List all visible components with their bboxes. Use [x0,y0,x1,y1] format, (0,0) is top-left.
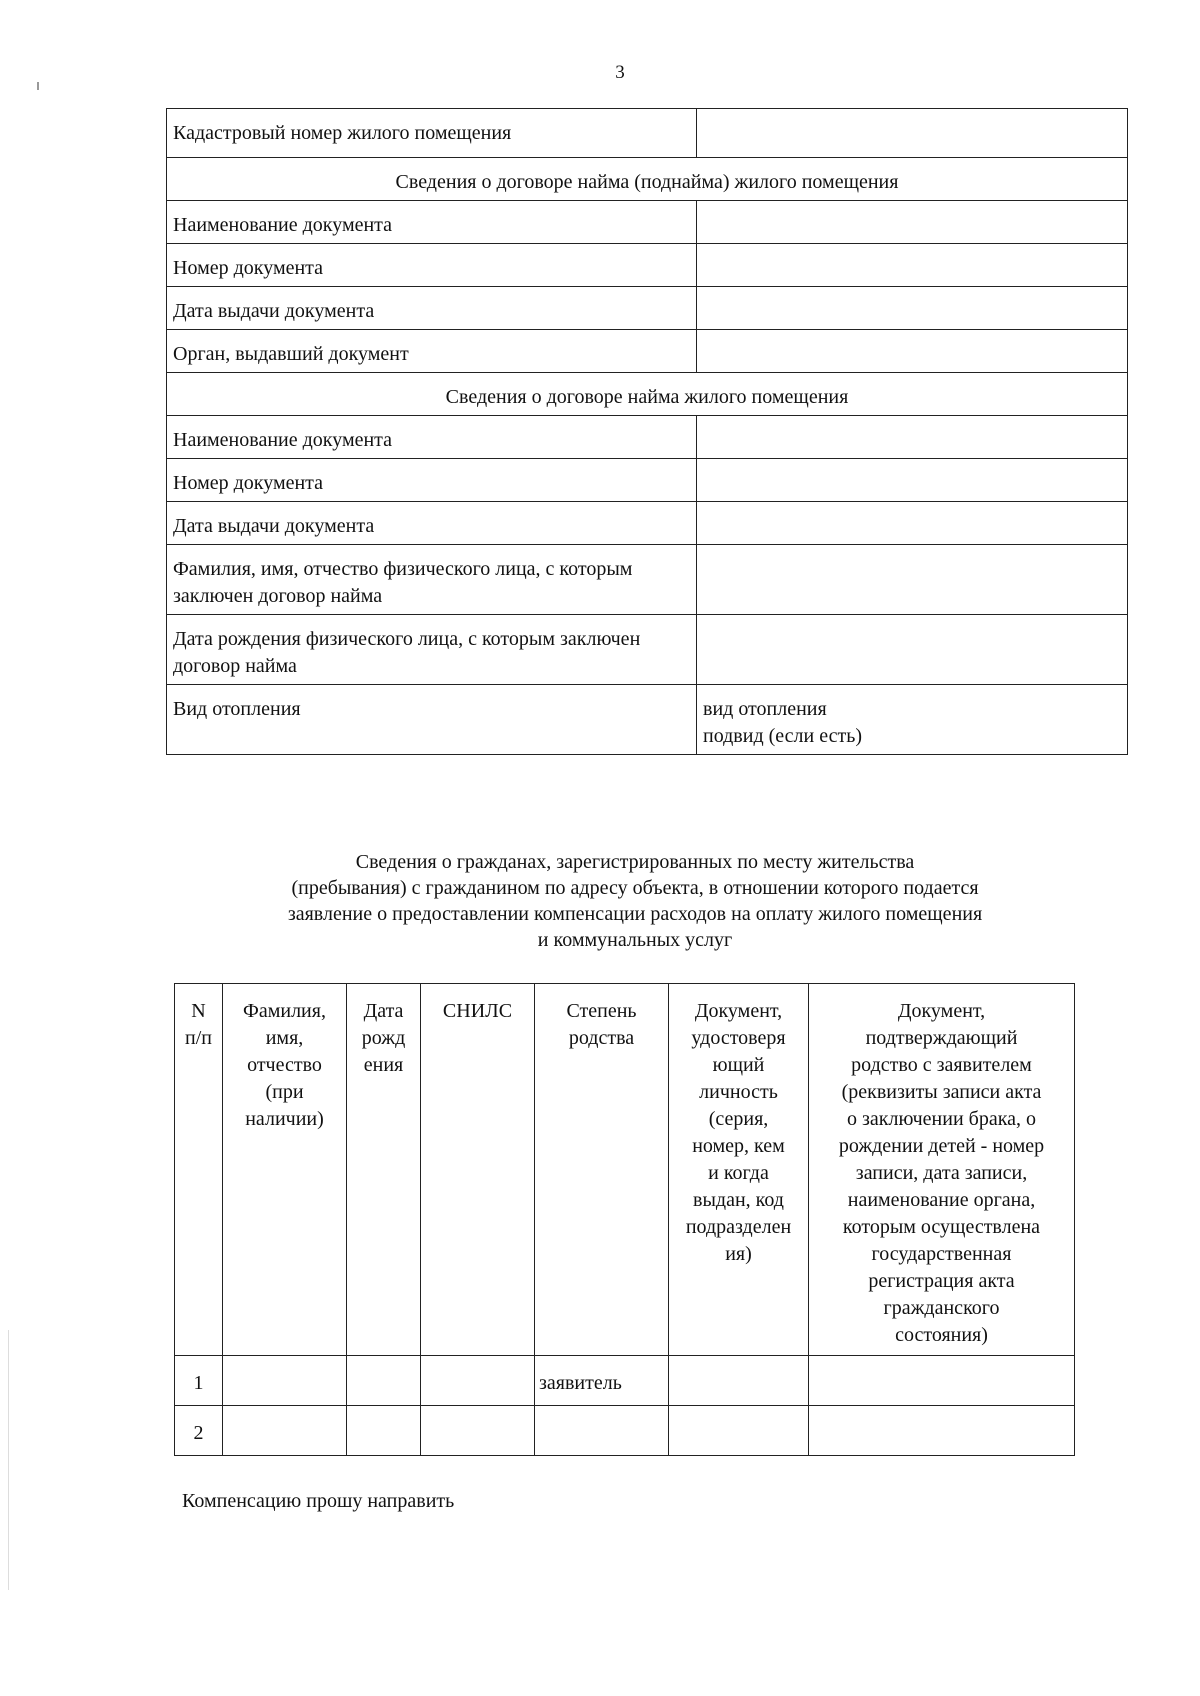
table-row [175,1356,1075,1406]
table-row [167,287,1128,330]
header-relation [535,984,669,1356]
header-line: регистрация акта [868,1270,1015,1292]
row-label: Орган, выдавший документ [167,330,697,373]
row-label: Номер документа [167,244,697,287]
header-line: о заключении брака, о [846,1108,1037,1130]
header-line: номер, кем [692,1135,785,1157]
table-row [167,201,1128,244]
cell-kinship-doc[interactable] [809,1406,1075,1456]
heading-line: (пребывания) с гражданином по адресу объекта, в отношении которого подается [291,877,979,899]
heading-line: Сведения о гражданах, зарегистрированных по месту жительства [355,851,915,873]
cell-relation[interactable] [535,1406,669,1456]
row-label: Дата выдачи документа [167,502,697,545]
header-line: отчество [247,1054,322,1076]
header-num [175,984,223,1356]
header-line: родство с заявителем [851,1054,1032,1076]
header-line: ия) [725,1243,752,1265]
header-line: N [191,1000,206,1022]
cell-relation[interactable]: заявитель [535,1356,669,1406]
table-row [167,545,1128,615]
row-num: 2 [175,1406,223,1456]
header-line: личность [699,1081,778,1103]
section-heading: Сведения о договоре найма жилого помещения [167,373,1128,416]
header-line: Степень [566,1000,637,1022]
header-line: ения [363,1054,404,1076]
header-line: и когда [708,1162,769,1184]
header-line: наименование органа, [847,1189,1036,1211]
header-line: подтверждающий [865,1027,1018,1049]
heating-value-cell[interactable] [697,685,1128,755]
header-line: выдан, код [693,1189,784,1211]
header-line: гражданского [883,1297,1000,1319]
cell-kinship-doc[interactable] [809,1356,1075,1406]
heating-type: вид отопления [703,698,827,720]
cell-fio[interactable] [223,1356,347,1406]
scan-artifact [8,1330,9,1590]
header-line: Дата [363,1000,404,1022]
property-details-table [166,108,1128,755]
heating-subtype: подвид (если есть) [703,725,862,747]
section-heading: Сведения о договоре найма (поднайма) жилого помещения [167,158,1128,201]
cell-dob[interactable] [347,1406,421,1456]
residents-table [174,983,1075,1456]
header-fio [223,984,347,1356]
heading-line: и коммунальных услуг [537,929,733,951]
section-row [167,373,1128,416]
cell-snils[interactable] [421,1356,535,1406]
row-value[interactable] [697,502,1128,545]
row-value[interactable] [697,287,1128,330]
table-row [167,615,1128,685]
row-value[interactable] [697,244,1128,287]
header-line: Фамилия, [243,1000,326,1022]
header-dob [347,984,421,1356]
table-row [167,330,1128,373]
table-row [167,459,1128,502]
header-line: (при [265,1081,304,1103]
header-line: удостоверя [691,1027,786,1049]
header-line: имя, [265,1027,304,1049]
cell-dob[interactable] [347,1356,421,1406]
table-row [175,1406,1075,1456]
header-line: Документ, [694,1000,783,1022]
table-row [167,109,1128,158]
table-row [167,502,1128,545]
cell-id-doc[interactable] [669,1356,809,1406]
header-id-doc [669,984,809,1356]
header-line: состояния) [895,1324,988,1346]
header-row [175,984,1075,1356]
section-row [167,158,1128,201]
header-line: родства [568,1027,635,1049]
closing-text: Компенсацию прошу направить [182,1490,455,1512]
row-value[interactable] [697,615,1128,685]
row-label: Фамилия, имя, отчество физического лица, с которым заключен договор найма [167,545,697,615]
row-label: Номер документа [167,459,697,502]
page-number: 3 [615,62,625,83]
header-line: записи, дата записи, [855,1162,1028,1184]
header-line: ющий [712,1054,765,1076]
row-label: Наименование документа [167,416,697,459]
header-line: (реквизиты записи акта [841,1081,1042,1103]
heading-line: заявление о предоставлении компенсации расходов на оплату жилого помещения [287,903,983,925]
header-line: наличии) [245,1108,324,1130]
header-snils [421,984,535,1356]
table-row [167,244,1128,287]
scan-artifact [37,82,39,90]
header-line: Документ, [897,1000,986,1022]
cell-id-doc[interactable] [669,1406,809,1456]
table-row [167,416,1128,459]
residents-heading [200,849,1070,953]
header-line: (серия, [708,1108,769,1130]
row-label: Вид отопления [167,685,697,755]
row-value[interactable] [697,416,1128,459]
row-label: Наименование документа [167,201,697,244]
cell-fio[interactable] [223,1406,347,1456]
row-label: Кадастровый номер жилого помещения [167,109,697,158]
cell-snils[interactable] [421,1406,535,1456]
header-line: которым осуществлена [842,1216,1041,1238]
row-label: Дата рождения физического лица, с которым заключен договор найма [167,615,697,685]
header-line: рождении детей - номер [838,1135,1045,1157]
header-line: рожд [361,1027,406,1049]
header-line: п/п [185,1027,212,1049]
row-value[interactable] [697,330,1128,373]
row-value[interactable] [697,109,1128,158]
row-label: Дата выдачи документа [167,287,697,330]
row-value[interactable] [697,459,1128,502]
table-row [167,685,1128,755]
header-kinship-doc [809,984,1075,1356]
header-line: подразделен [685,1216,792,1238]
header-line: государственная [871,1243,1012,1265]
row-num: 1 [175,1356,223,1406]
header-line: СНИЛС [442,1000,513,1022]
row-value[interactable] [697,545,1128,615]
row-value[interactable] [697,201,1128,244]
